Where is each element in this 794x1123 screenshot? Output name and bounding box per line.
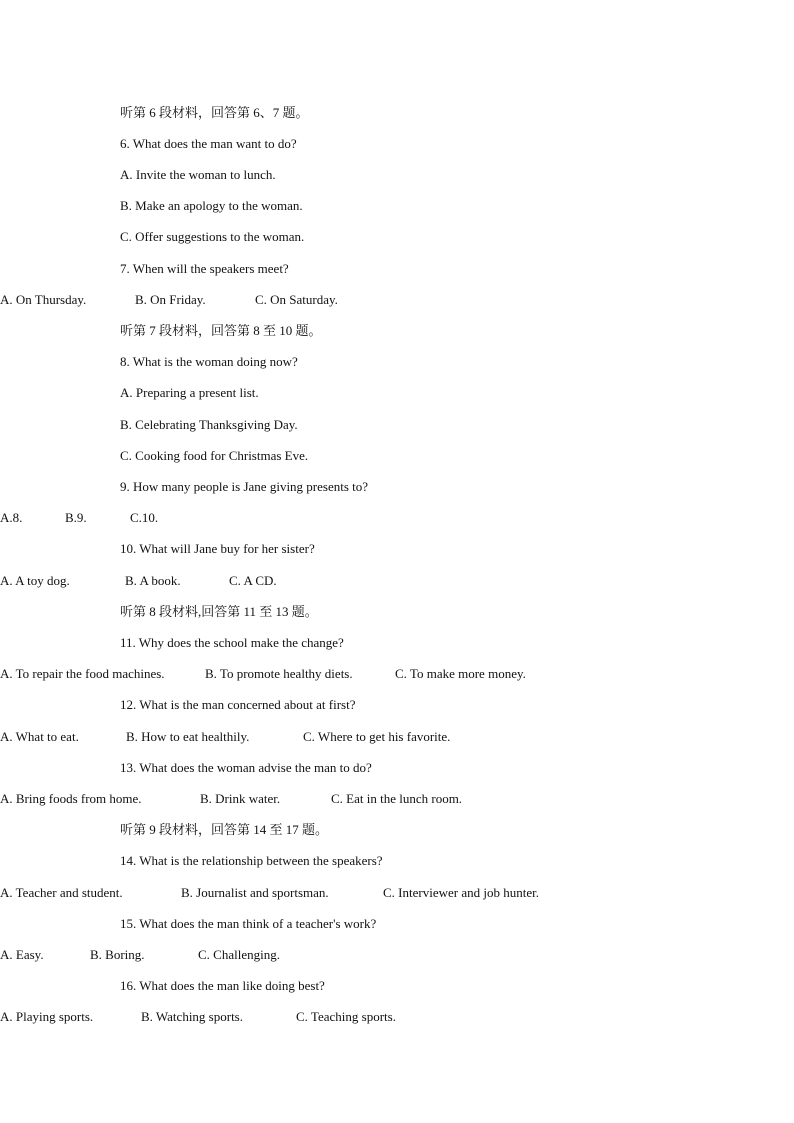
option-7c: C. On Saturday. bbox=[255, 292, 338, 307]
question-11: 11. Why does the school make the change? bbox=[120, 635, 344, 650]
options-row-10 bbox=[0, 573, 640, 589]
section-heading-7: 听第 7 段材料，回答第 8 至 10 题。 bbox=[120, 323, 322, 338]
option-10a: A. A toy dog. bbox=[0, 573, 70, 588]
options-row-13 bbox=[0, 791, 640, 807]
option-13b: B. Drink water. bbox=[200, 791, 281, 806]
option-10c: C. A CD. bbox=[229, 573, 277, 588]
option-16a: A. Playing sports. bbox=[0, 1009, 94, 1024]
question-12: 12. What is the man concerned about at first? bbox=[120, 697, 356, 712]
option-7b: B. On Friday. bbox=[135, 292, 206, 307]
option-7a: A. On Thursday. bbox=[0, 292, 87, 307]
question-16: 16. What does the man like doing best? bbox=[120, 978, 325, 993]
option-12c: C. Where to get his favorite. bbox=[303, 729, 451, 744]
question-6: 6. What does the man want to do? bbox=[120, 136, 297, 151]
option-10b: B. A book. bbox=[125, 573, 181, 588]
question-13: 13. What does the woman advise the man to do? bbox=[120, 760, 372, 775]
option-9b: B.9. bbox=[65, 510, 87, 525]
option-9a: A.8. bbox=[0, 510, 23, 525]
option-14c: C. Interviewer and job hunter. bbox=[383, 885, 539, 900]
options-row-15 bbox=[0, 947, 640, 963]
option-14b: B. Journalist and sportsman. bbox=[181, 885, 329, 900]
options-row-7 bbox=[0, 292, 640, 308]
option-16b: B. Watching sports. bbox=[141, 1009, 243, 1024]
section-heading-6: 听第 6 段材料，回答第 6、7 题。 bbox=[120, 105, 309, 120]
option-8b: B. Celebrating Thanksgiving Day. bbox=[120, 417, 298, 432]
question-15: 15. What does the man think of a teacher's work? bbox=[120, 916, 377, 931]
options-row-16 bbox=[0, 1009, 640, 1025]
section-heading-8: 听第 8 段材料,回答第 11 至 13 题。 bbox=[120, 604, 318, 619]
option-15c: C. Challenging. bbox=[198, 947, 280, 962]
option-15b: B. Boring. bbox=[90, 947, 145, 962]
option-11c: C. To make more money. bbox=[395, 666, 526, 681]
option-13c: C. Eat in the lunch room. bbox=[331, 791, 463, 806]
option-14a: A. Teacher and student. bbox=[0, 885, 123, 900]
question-8: 8. What is the woman doing now? bbox=[120, 354, 298, 369]
question-7: 7. When will the speakers meet? bbox=[120, 261, 289, 276]
option-6a: A. Invite the woman to lunch. bbox=[120, 167, 276, 182]
option-12a: A. What to eat. bbox=[0, 729, 79, 744]
option-11b: B. To promote healthy diets. bbox=[205, 666, 353, 681]
options-row-11 bbox=[0, 666, 640, 682]
options-row-9 bbox=[0, 510, 640, 526]
option-16c: C. Teaching sports. bbox=[296, 1009, 396, 1024]
question-14: 14. What is the relationship between the speakers? bbox=[120, 853, 383, 868]
question-10: 10. What will Jane buy for her sister? bbox=[120, 541, 315, 556]
options-row-14 bbox=[0, 885, 640, 901]
section-heading-9: 听第 9 段材料，回答第 14 至 17 题。 bbox=[120, 822, 329, 837]
option-11a: A. To repair the food machines. bbox=[0, 666, 165, 681]
option-12b: B. How to eat healthily. bbox=[126, 729, 250, 744]
option-6c: C. Offer suggestions to the woman. bbox=[120, 229, 305, 244]
question-9: 9. How many people is Jane giving presents to? bbox=[120, 479, 369, 494]
option-15a: A. Easy. bbox=[0, 947, 44, 962]
options-row-12 bbox=[0, 729, 640, 745]
option-9c: C.10. bbox=[130, 510, 159, 525]
option-8c: C. Cooking food for Christmas Eve. bbox=[120, 448, 309, 463]
option-13a: A. Bring foods from home. bbox=[0, 791, 142, 806]
option-8a: A. Preparing a present list. bbox=[120, 385, 259, 400]
option-6b: B. Make an apology to the woman. bbox=[120, 198, 303, 213]
